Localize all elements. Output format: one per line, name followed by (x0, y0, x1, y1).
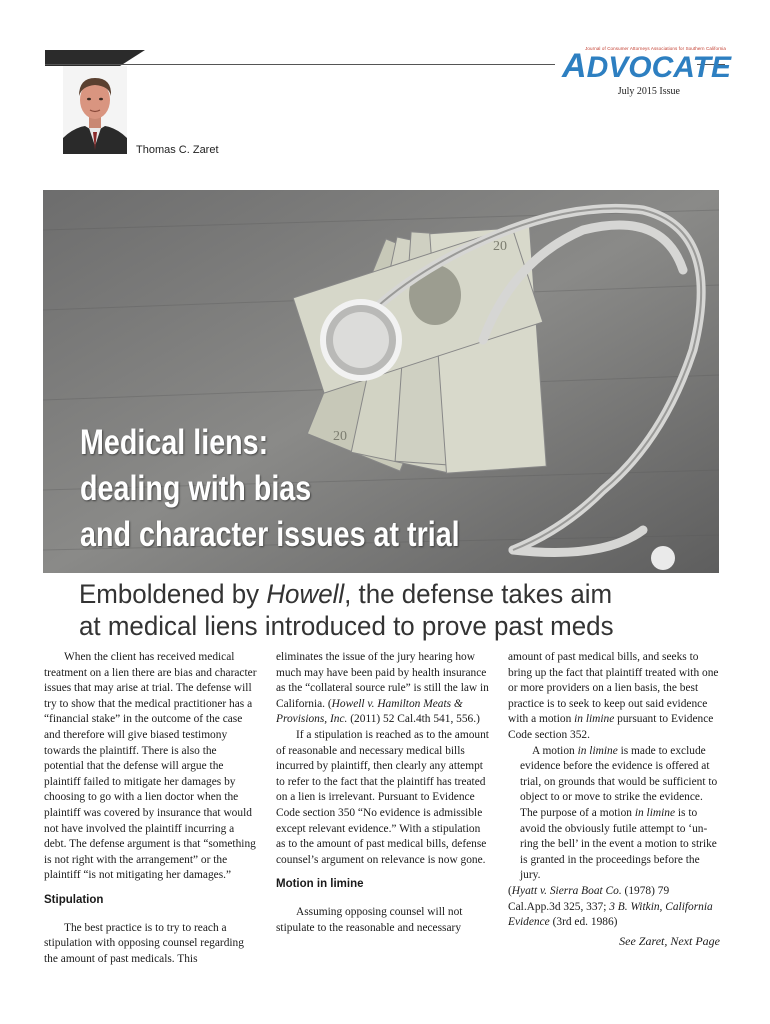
author-name: Thomas C. Zaret (136, 144, 219, 156)
case-citation: 3 B. Witkin, California Evidence (508, 900, 713, 929)
body-column-3 (508, 650, 721, 931)
header-rule (45, 64, 555, 65)
italic-term: in limine (634, 806, 676, 819)
text-run: (1978) 79 Cal.App.3d 325, 337; (508, 884, 670, 913)
body-column-1 (44, 650, 257, 967)
text-run: (2011) 52 Cal.4th 541, 556.) (347, 713, 480, 726)
subtitle-line-2: at medical liens introduced to prove past meds (79, 611, 614, 641)
article-title (80, 420, 460, 558)
text-run: eliminates the issue of the jury hearing how much may have been paid by health insurance as the “collateral source rule” is still the law in California. ( (276, 651, 489, 710)
text-run: is made to exclude evidence before the evidence is offered at trial, on grounds that would be sufficient to object to or move to strike the evidence. The purpose of a motion (520, 744, 718, 819)
subtitle-case-name: Howell (266, 579, 345, 609)
case-citation: Hyatt v. Sierra Boat Co. (511, 884, 622, 897)
text-run: ( (508, 884, 512, 897)
text-run: amount of past medical bills, and seeks to bring up the fact that plaintiff treated with one or more providers on a lien basis, the best practice is to seek to keep out said evidence with a motion (508, 651, 719, 726)
case-citation: Howell v. Hamilton Meats & Provisions, Inc. (276, 697, 463, 726)
text-run: (3rd ed. 1986) (549, 916, 618, 929)
body-paragraph: When the client has received medical treatment on a lien there are bias and character issues that may arise at trial. The defense will try to show that the medical practitioner has a “financial stake” in the outcome of the case and therefore will give biased testimony towards the plaintiff. There is also the potential that the defense will argue the plaintiff failed to mitigate her damages by choosing to go with a lien doctor when the plaintiff was covered by insurance that would not have involved the plaintiff incurring a debt. The defense argument is that “something is not right with the arrangement” or the plaintiff “is not mitigating her damages.” (44, 651, 257, 882)
svg-text:20: 20 (333, 429, 347, 444)
author-photo (63, 66, 127, 154)
article-subtitle (79, 578, 614, 642)
body-paragraph (508, 650, 721, 744)
title-line-3: and character issues at trial (80, 515, 460, 554)
subtitle-text: Emboldened by (79, 579, 267, 609)
svg-text:20: 20 (493, 239, 507, 254)
text-run: is to avoid the obviously futile attempt to ‘un-ring the bell’ in the event a motion to strike is granted in the proceedings before the jury. (520, 806, 717, 882)
text-run: A motion (532, 744, 578, 757)
italic-term: in limine (577, 744, 618, 757)
body-column-2 (276, 650, 489, 936)
section-heading-motion: Motion in limine (276, 878, 364, 891)
citation-paragraph (508, 884, 721, 931)
masthead-initial: A (562, 47, 587, 85)
continued-link[interactable]: See Zaret, Next Page (619, 934, 720, 948)
issue-date: July 2015 Issue (617, 86, 680, 97)
text-run: pursuant to Evidence Code section 352. (508, 713, 714, 741)
title-line-1: Medical liens: (80, 423, 269, 462)
italic-term: in limine (574, 713, 615, 726)
title-line-2: dealing with bias (80, 469, 312, 508)
block-quote (508, 744, 721, 884)
section-heading-stipulation: Stipulation (44, 893, 104, 906)
quote-paragraph (520, 744, 719, 884)
body-paragraph: The best practice is to try to reach a stipulation with opposing counsel regarding the amount of past medicals. This (44, 921, 244, 965)
body-paragraph (276, 650, 489, 728)
body-paragraph: Assuming opposing counsel will not stipulate to the reasonable and necessary (276, 905, 463, 934)
subtitle-text: , the defense takes aim (344, 579, 613, 609)
subtitle-line-1 (79, 578, 614, 610)
body-paragraph: If a stipulation is reached as to the amount of reasonable and necessary medical bills incurred by plaintiff, then clearly any attempt to refer to the fact that the plaintiff has treated on a lien is irrelevant. Pursuant to Evidence Code section 350 “No evidence is admissible except relevant evidence.” With a stipulation as to the amount of past medical bills, defense counsel’s argument on relevance is now gone. (276, 728, 489, 866)
masthead-rest: DVOCATE (586, 51, 732, 84)
masthead-tagline: Journal of Consumer Attorneys Associations for Southern California (585, 46, 726, 51)
